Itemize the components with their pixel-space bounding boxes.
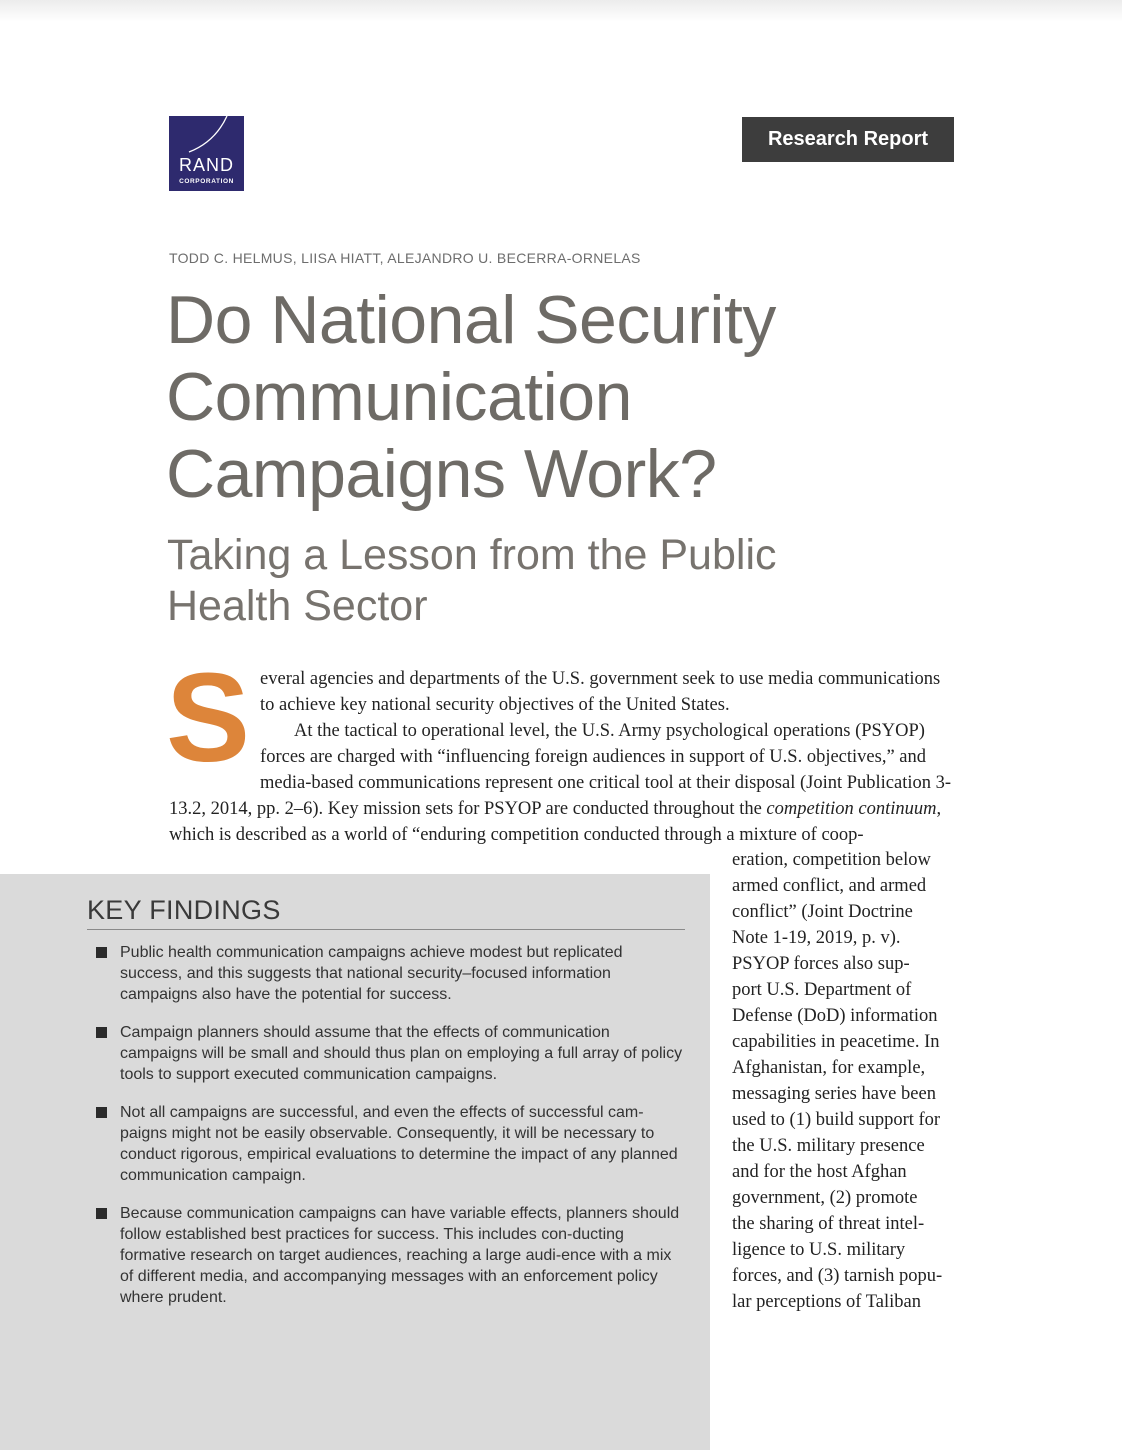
text-line: messaging series have been [732, 1084, 936, 1104]
intro-emphasis: competition continuum [766, 799, 937, 819]
subtitle-line: Taking a Lesson from the Public [167, 531, 777, 579]
report-title [166, 282, 866, 513]
text-line: forces, and (3) tarnish popu- [732, 1266, 943, 1286]
key-findings-heading: KEY FINDINGS [87, 895, 685, 930]
title-line: Campaigns Work? [166, 436, 717, 512]
finding-text: Because communication campaigns can have variable effects, planners should follow established best practices for success. This includes con-ducting formative research on target audiences, reaching a large audi-ence with a mix of different media, and accompanying messages with an enforcement policy where prudent. [120, 1205, 680, 1306]
text-line: eration, competition below [732, 850, 931, 870]
intro-paragraph-2 [169, 718, 954, 848]
key-findings-list [96, 942, 686, 1325]
text-line: the sharing of threat intel- [732, 1214, 925, 1234]
title-line: Do National Security [166, 282, 776, 358]
list-item [96, 1022, 686, 1085]
text-line: the U.S. military presence [732, 1136, 925, 1156]
square-bullet-icon [96, 1107, 107, 1118]
list-item [96, 1203, 686, 1308]
logo-subtitle: CORPORATION [179, 178, 234, 185]
text-line: capabilities in peacetime. In [732, 1032, 940, 1052]
finding-text: Public health communication campaigns achieve modest but replicated success, and this suggests that national security–focused information campaigns also have the potential for success. [120, 944, 623, 1003]
list-item [96, 942, 686, 1005]
title-line: Communication [166, 359, 632, 435]
text-line: port U.S. Department of [732, 980, 912, 1000]
logo-name: RAND [178, 155, 234, 175]
drop-cap: S [166, 647, 251, 788]
text-line: and for the host Afghan [732, 1162, 907, 1182]
body-text-column [732, 847, 954, 1315]
text-line: conflict” (Joint Doctrine [732, 902, 913, 922]
intro-text [166, 647, 954, 848]
text-line: used to (1) build support for [732, 1110, 941, 1130]
intro-paragraph-2-end: , which is described as a world of “enduring competition conducted through a mixture of coop- [169, 799, 942, 845]
top-shadow [0, 0, 1122, 22]
text-line: Note 1-19, 2019, p. v). [732, 928, 901, 948]
report-subtitle [167, 530, 867, 632]
text-line: PSYOP forces also sup- [732, 954, 910, 974]
finding-text: Campaign planners should assume that the effects of communication campaigns will be small and should thus plan on employing a full array of policy tools to support executed communication campaigns. [120, 1024, 683, 1083]
rand-logo [169, 116, 244, 191]
intro-paragraph-2-text: At the tactical to operational level, the U.S. Army psychological operations (PSYOP) forces are charged with “influencing foreign audiences in support of U.S. objectives,” and media-based communications represent one critical tool at their disposal (Joint Publication 3-13.2, 2014, pp. 2–6). Key mission sets for PSYOP are conducted throughout the [169, 721, 952, 819]
text-line: government, (2) promote [732, 1188, 918, 1208]
text-line: ligence to U.S. military [732, 1240, 906, 1260]
square-bullet-icon [96, 1208, 107, 1219]
report-type-badge: Research Report [742, 117, 954, 162]
intro-paragraph-1: everal agencies and departments of the U.S. government seek to use media communications to achieve key national security objectives of the United States. [260, 669, 941, 715]
text-line: Afghanistan, for example, [732, 1058, 926, 1078]
text-line: Defense (DoD) information [732, 1006, 938, 1026]
authors: TODD C. HELMUS, LIISA HIATT, ALEJANDRO U. BECERRA-ORNELAS [169, 250, 641, 266]
square-bullet-icon [96, 947, 107, 958]
square-bullet-icon [96, 1027, 107, 1038]
subtitle-line: Health Sector [167, 582, 428, 630]
text-line: armed conflict, and armed [732, 876, 927, 896]
finding-text: Not all campaigns are successful, and even the effects of successful cam-paigns might not be easily observable. Consequently, it will be necessary to conduct rigorous, empirical evaluations to determine the impact of any planned communication campaign. [120, 1104, 678, 1184]
text-line: lar perceptions of Taliban [732, 1292, 921, 1312]
list-item [96, 1102, 686, 1186]
